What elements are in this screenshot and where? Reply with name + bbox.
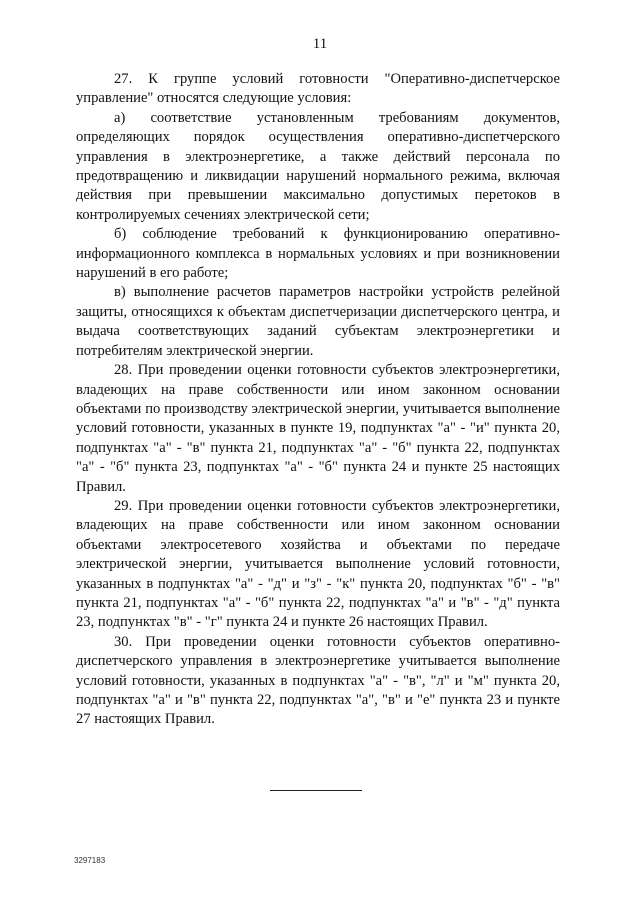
document-code: 3297183 xyxy=(74,856,106,865)
paragraph-27-b: б) соблюдение требований к функционированию оперативно-информационного комплекса в нормальных условиях и при возникновении нарушений в его работе; xyxy=(76,226,560,282)
end-divider xyxy=(270,790,362,791)
paragraph-27-v: в) выполнение расчетов параметров настройки устройств релейной защиты, относящихся к объектам диспетчеризации диспетчерского центра, и выдача соответствующих заданий субъектам электроэнергетики и потребителям электрической энергии. xyxy=(76,284,560,359)
paragraph-27: 27. К группе условий готовности "Оперативно-диспетчерское управление" относятся следующие условия: xyxy=(76,71,560,107)
document-body xyxy=(76,70,560,730)
paragraph-30: 30. При проведении оценки готовности субъектов оперативно-диспетчерского управления в электроэнергетике учитывается выполнение условий готовности, указанных в подпунктах "а" - "в", "л" и "м" пункта 20, подпунктах "а" и "в" пункта 22, подпунктах "а", "в" и "е" пункта 23 и пункте 27 настоящих Правил. xyxy=(76,633,560,728)
paragraph-28: 28. При проведении оценки готовности субъектов электроэнергетики, владеющих на праве собственности или ином законном основании объектами по производству электрической энергии, учитывается выполнение условий готовности, указанных в пункте 19, подпунктах "а" - "и" пункта 20, подпунктах "а" - "в" пункта 21, подпунктах "а" - "б" пункта 22, подпунктах "а" - "б" пункта 23, подпунктах "а" - "б" пункта 24 и пункте 25 настоящих Правил. xyxy=(76,362,560,495)
paragraph-27-a: а) соответствие установленным требованиям документов, определяющих порядок осуществления оперативно-диспетчерского управления в электроэнергетике, а также действий персонала по предотвращению и ликвидации нарушений нормального режима, включая действия при превышении максимально допустимых перетоков в контролируемых сечениях электрической сети; xyxy=(76,109,560,223)
page-number: 11 xyxy=(312,36,328,52)
paragraph-29: 29. При проведении оценки готовности субъектов электроэнергетики, владеющих на праве собственности или ином законном основании объектами электросетевого хозяйства и объектами по передаче электрической энергии, учитывается выполнение условий готовности, указанных в подпунктах "а" - "д" и "з" - "к" пункта 20, подпунктах "б" - "в" пункта 21, подпунктах "а" - "б" пункта 22, подпунктах "а" и "в" - "д" пункта 23, подпунктах "в" - "г" пункта 24 и пункте 26 настоящих Правил. xyxy=(76,497,560,631)
